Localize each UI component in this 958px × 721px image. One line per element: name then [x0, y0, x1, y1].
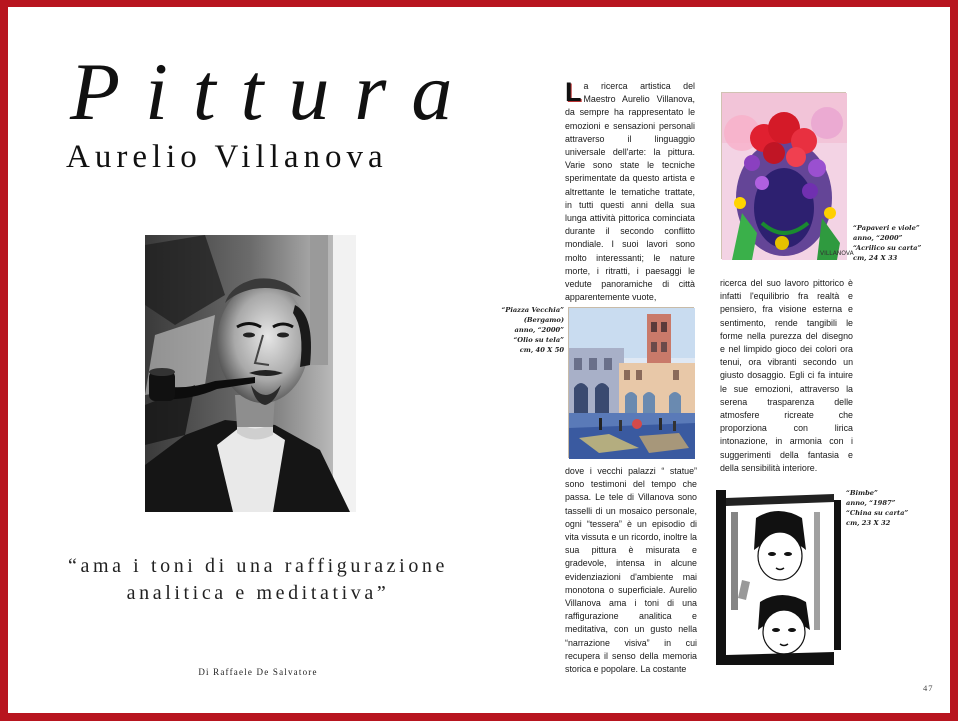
caption-location: (Bergamo) [523, 316, 564, 324]
caption-title: “Papaveri e viole” [853, 224, 920, 232]
caption-size: cm, 23 X 32 [846, 519, 891, 527]
artist-name: Aurelio Villanova [66, 139, 388, 175]
article-column-1 [565, 77, 695, 304]
article-text-1: a ricerca artistica del Maestro Aurelio Villanova, da sempre ha rappresentato le emozioni e sensazioni personali attraverso il linguaggio universale dell'arte: la pittura. Varie sono state le tecniche sperimentate da questo artista e altrettante le tematiche trattate, in tutti questi anni della sua lunga attività pittorica cominciata durante il secondo conflitto mondiale. I suoi lavori sono molto interessanti; le nature morte, i ritratti, i paesaggi le vedute panoramiche di città apparentemente vuote, [565, 81, 695, 303]
caption-title: “Piazza Vecchia” [501, 306, 564, 314]
caption-year: anno, “2000” [514, 326, 564, 334]
painting-1-signature: VILLANOVA [820, 250, 854, 257]
painting-flowers-illustration [722, 93, 854, 260]
magazine-page [8, 7, 950, 713]
caption-medium: “China su carta” [846, 509, 909, 517]
caption-year: anno, “1987” [846, 499, 896, 507]
caption-painting-2 [488, 305, 564, 355]
author-byline: Di Raffaele De Salvatore [198, 667, 318, 677]
artist-portrait-photo [145, 235, 356, 512]
caption-medium: “Olio su tela” [513, 336, 564, 344]
painting-papaveri-e-viole [721, 92, 854, 259]
portrait-illustration [145, 235, 356, 512]
caption-title: “Bimbe” [846, 489, 878, 497]
page-title: Pittura [70, 46, 478, 137]
painting-piazza-illustration [569, 308, 695, 459]
drop-cap: L [565, 77, 582, 107]
page-number: 47 [923, 683, 934, 693]
painting-bimbe-illustration [716, 490, 841, 665]
article-column-2: dove i vecchi palazzi “ statue” sono testimoni del tempo che passa. Le tele di Villanova sono tasselli di un mosaico personale, ogni “tessera” è un episodio di vita vissuta e un ricordo, inoltre la sua pittura è misurata e gradevole, intensa in alcune evidenziazioni d'ambiente mai monotona o superficiale. Aurelio Villanova ama i toni di una raffigurazione analitica e meditativa, con un gusto nella “narrazione visiva” in cui recupera il senso della memoria storica e popolare. La costante [565, 466, 697, 675]
painting-piazza-vecchia [568, 307, 694, 458]
painting-bimbe [716, 490, 841, 665]
caption-painting-3 [846, 488, 926, 528]
article-column-3: ricerca del suo lavoro pittorico è infatti l'equilibrio fra realtà e pensiero, fra visione esterna e sentimento, rende tangibili le forme nella purezza del disegno e nel limpido gioco dei colori ora tenui, ora vibranti secondo un giusto dosaggio. Egli ci fa intuire le sue emozioni, attraverso la serena trasparenza delle atmosfere ricreate che proporziona con lirica intonazione, in armonia con i suggerimenti della fantasia e della sensibilità interiore. [720, 278, 853, 473]
caption-size: cm, 40 X 50 [519, 346, 564, 354]
pull-quote: “ama i toni di una raffigurazione analitica e meditativa” [68, 555, 448, 604]
caption-painting-1 [853, 223, 933, 263]
caption-size: cm, 24 X 33 [853, 254, 898, 262]
caption-year: anno, “2000” [853, 234, 903, 242]
caption-medium: “Acrilico su carta” [853, 244, 922, 252]
